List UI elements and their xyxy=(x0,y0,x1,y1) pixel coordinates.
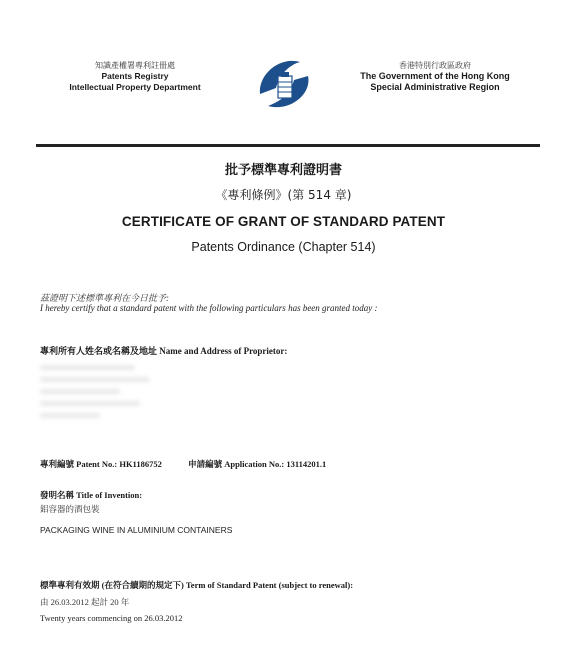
term-value-zh: 由 26.03.2012 起計 20 年 xyxy=(40,597,130,607)
certify-statement-zh: 茲證明下述標準專利在今日批予: xyxy=(40,293,169,303)
invention-title: PACKAGING WINE IN ALUMINIUM CONTAINERS xyxy=(40,525,233,535)
patent-no-value: HK1186752 xyxy=(119,459,162,469)
ordinance-title-zh: 《專利條例》(第 514 章) xyxy=(215,188,352,202)
government-name-line2: Special Administrative Region xyxy=(370,82,500,92)
application-no-label: 申請編號 Application No.: xyxy=(188,459,285,469)
patents-registry-header xyxy=(40,60,230,93)
header-divider xyxy=(36,144,540,147)
registry-name-line1: Patents Registry xyxy=(101,71,169,81)
patent-no-label: 專利編號 Patent No.: xyxy=(40,459,118,469)
certificate-title-zh: 批予標準專利證明書 xyxy=(224,163,342,178)
application-no-value: 13114201.1 xyxy=(286,459,327,469)
term-value xyxy=(40,613,182,623)
patent-number-row xyxy=(40,458,326,470)
redacted-proprietor-address xyxy=(40,365,160,430)
invention-title-label: 發明名稱 Title of Invention: xyxy=(40,490,143,500)
term-date: 26.03.2012 xyxy=(144,613,183,623)
government-header xyxy=(330,60,540,93)
certificate-title: CERTIFICATE OF GRANT OF STANDARD PATENT xyxy=(121,214,446,229)
government-name-line1: The Government of the Hong Kong xyxy=(360,71,510,81)
government-name-zh: 香港特別行政區政府 xyxy=(399,61,471,70)
invention-title-zh: 鋁容器的酒包裝 xyxy=(40,504,100,514)
proprietor-label: 專利所有人姓名或名稱及地址 Name and Address of Proprietor: xyxy=(40,346,288,356)
registry-name-zh: 知識產權署專利註冊處 xyxy=(95,61,175,70)
term-label: 標準專利有效期 (在符合續期的規定下) Term of Standard Patent (subject to renewal): xyxy=(40,580,354,590)
term-prefix: Twenty years commencing on xyxy=(40,613,143,623)
ordinance-title: Patents Ordinance (Chapter 514) xyxy=(191,240,376,254)
registry-name-line2: Intellectual Property Department xyxy=(69,82,201,92)
certify-statement: I hereby certify that a standard patent with the following particulars has been granted today : xyxy=(40,303,378,313)
hk-emblem-icon xyxy=(250,54,318,114)
